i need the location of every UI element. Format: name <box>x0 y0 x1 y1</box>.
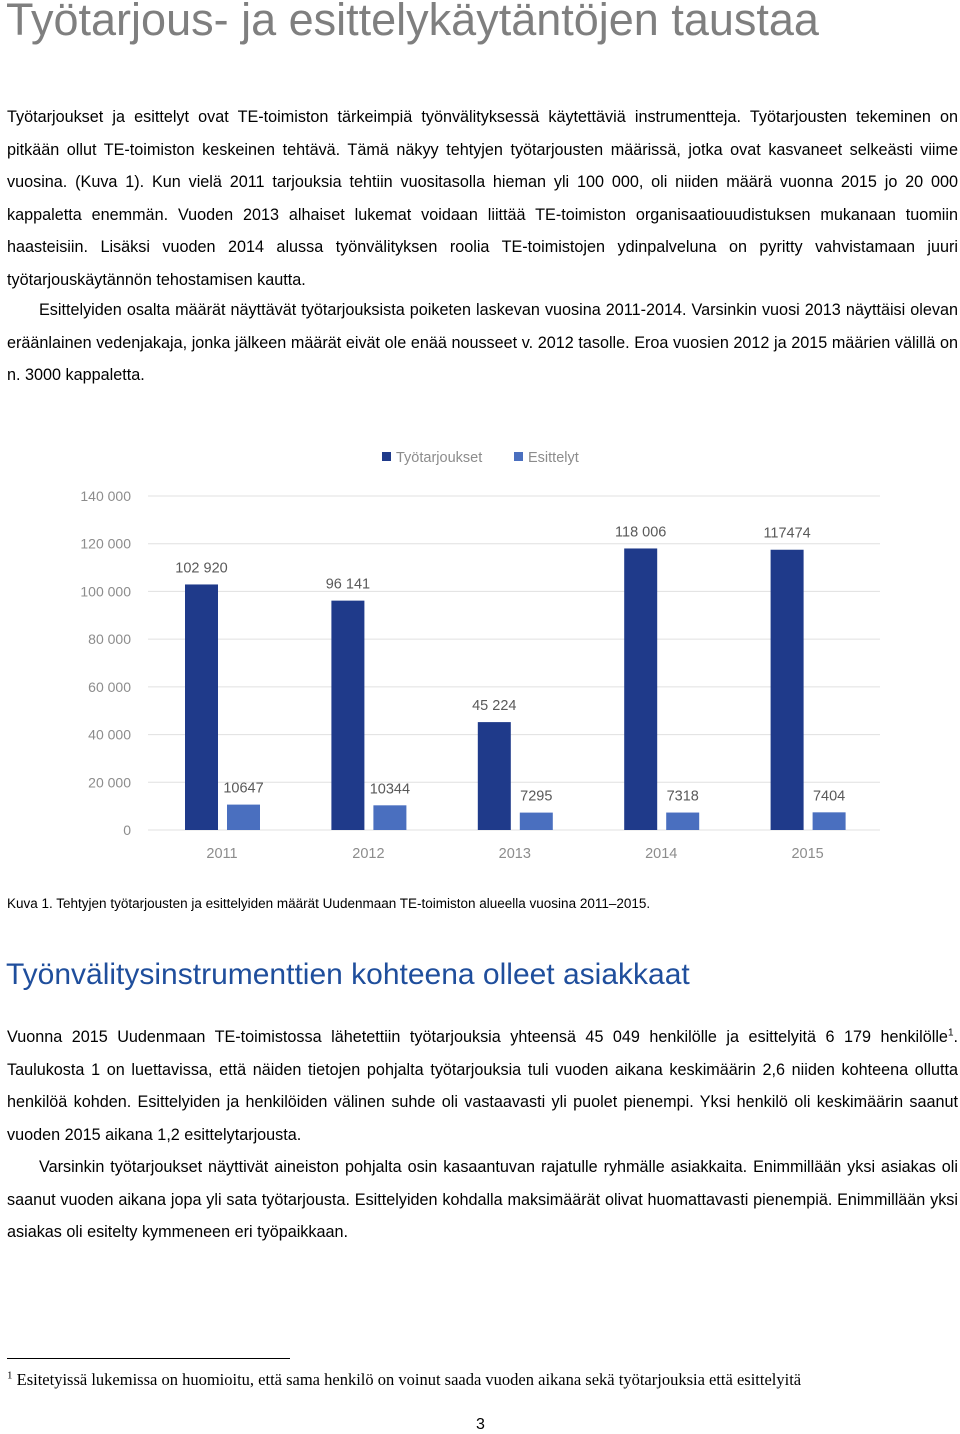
bar-tyotarjoukset <box>331 601 364 830</box>
bar-chart <box>0 430 960 870</box>
paragraph-3 <box>7 1021 958 1151</box>
x-axis <box>206 846 823 862</box>
page-number: 3 <box>476 1416 485 1433</box>
paragraph-4 <box>7 1151 958 1249</box>
bar-tyotarjoukset <box>624 548 657 830</box>
footnote-marker: 1 <box>7 1369 13 1382</box>
bar-esittelyt <box>666 813 699 830</box>
data-label: 10344 <box>369 781 411 798</box>
footnote-separator <box>7 1358 290 1359</box>
bar-tyotarjoukset <box>185 584 218 830</box>
paragraph-3-text-cont: . Taulukosta 1 on luettavissa, että näiden tietojen pohjalta työtarjouksia tuli vuoden aikana keskimäärin 2,6 niiden kohteena ollutta henkilöä kohden. Esittelyiden ja henkilöiden välinen suhde oli vastaavasti yli puolet pienempi. Yksi henkilö oli keskimäärin saanut vuoden 2015 aikana 1,2 esittelytarjousta. <box>7 1028 958 1144</box>
data-label: 10647 <box>223 780 264 797</box>
y-tick-label: 120 000 <box>80 535 131 552</box>
paragraph-4-text: Varsinkin työtarjoukset näyttivät aineiston pohjalta osin kasaantuvan rajatulle ryhmälle asiakkaita. Enimmillään yksi asiakas oli saanut vuoden aikana jopa yli sata työtarjousta. Esittelyiden kohdalla maksimäärät olivat huomattavasti pienempiä. Enimmillään yksi asiakas oli esitelty kymmeneen eri työpaikkaan. <box>7 1158 958 1241</box>
paragraph-2-text: Esittelyiden osalta määrät näyttävät työtarjouksista poiketen laskevan vuosina 2011-2014. Varsinkin vuosi 2013 näyttäisi olevan eräänlainen vedenjakaja, jonka jälkeen määrät eivät ole enää nousseet v. 2012 tasolle. Eroa vuosien 2012 ja 2015 määrien välillä on n. 3000 kappaletta. <box>7 301 958 384</box>
x-tick-label: 2012 <box>352 846 385 862</box>
paragraph-1: Työtarjoukset ja esittelyt ovat TE-toimiston tärkeimpiä työnvälityksessä käytettäviä instrumentteja. Työtarjousten tekeminen on pitkään ollut TE-toimiston keskeinen tehtävä. Tämä näkyy tehtyjen työtarjousten määrissä, jotka ovat kasvaneet selkeästi viime vuosina. (Kuva 1). Kun vielä 2011 tarjouksia tehtiin vuositasolla hieman yli 100 000, oli niiden määrä vuonna 2015 jo 20 000 kappaletta enemmän. Vuoden 2013 alhaiset lukemat voidaan liittää TE-toimiston organisaatiouudistuksen mukanaan tuomiin haasteisiin. Lisäksi vuoden 2014 alussa työnvälityksen roolia TE-toimistojen ydinpalveluna on pyritty vahvistamaan juuri työtarjouskäytännön tehostamisen kautta. <box>7 108 958 289</box>
legend-label: Esittelyt <box>528 450 579 466</box>
section-heading-2: Työnvälitysinstrumenttien kohteena olleet asiakkaat <box>6 958 690 991</box>
bar-tyotarjoukset <box>771 550 804 830</box>
data-label: 7295 <box>520 788 553 805</box>
y-tick-label: 100 000 <box>80 583 131 600</box>
bar-esittelyt <box>520 813 553 830</box>
y-axis <box>80 488 131 838</box>
y-tick-label: 80 000 <box>88 631 131 648</box>
x-tick-label: 2013 <box>498 846 531 862</box>
chart-legend <box>382 450 579 466</box>
data-label: 7404 <box>812 788 846 805</box>
bar-esittelyt <box>373 805 406 830</box>
paragraph-3-text: Vuonna 2015 Uudenmaan TE-toimistossa lähetettiin työtarjouksia yhteensä 45 049 henkilölle ja esittelyitä 6 179 henkilölle <box>7 1028 948 1046</box>
data-label: 45 224 <box>472 698 517 715</box>
legend-swatch <box>514 452 523 461</box>
data-label: 7318 <box>666 788 699 805</box>
bar-tyotarjoukset <box>478 722 511 830</box>
paragraph-2 <box>7 294 958 392</box>
footnote-ref[interactable]: 1 <box>947 1027 954 1039</box>
data-label: 118 006 <box>615 524 667 541</box>
section-heading: Työtarjous- ja esittelykäytäntöjen taustaa <box>6 0 819 45</box>
x-tick-label: 2014 <box>645 846 678 862</box>
bar-esittelyt <box>227 805 260 830</box>
chart-bars <box>175 524 845 830</box>
y-tick-label: 0 <box>123 822 131 838</box>
data-label: 96 141 <box>325 576 371 593</box>
y-tick-label: 60 000 <box>88 678 131 695</box>
figure-caption: Kuva 1. Tehtyjen työtarjousten ja esittelyiden määrät Uudenmaan TE-toimiston alueella vuosina 2011–2015. <box>7 896 651 911</box>
y-tick-label: 20 000 <box>88 774 131 791</box>
footnote <box>7 1370 801 1390</box>
footnote-text: Esitetyissä lukemissa on huomioitu, että sama henkilö on voinut saada vuoden aikana sekä työtarjouksia että esittelyitä <box>16 1370 802 1389</box>
y-tick-label: 140 000 <box>80 488 131 504</box>
data-label: 117474 <box>763 525 811 542</box>
bar-esittelyt <box>813 812 846 830</box>
y-tick-label: 40 000 <box>88 726 131 743</box>
data-label: 102 920 <box>175 560 228 577</box>
legend-swatch <box>382 452 391 461</box>
x-tick-label: 2011 <box>206 846 238 862</box>
legend-label: Työtarjoukset <box>396 450 483 466</box>
x-tick-label: 2015 <box>791 846 824 862</box>
